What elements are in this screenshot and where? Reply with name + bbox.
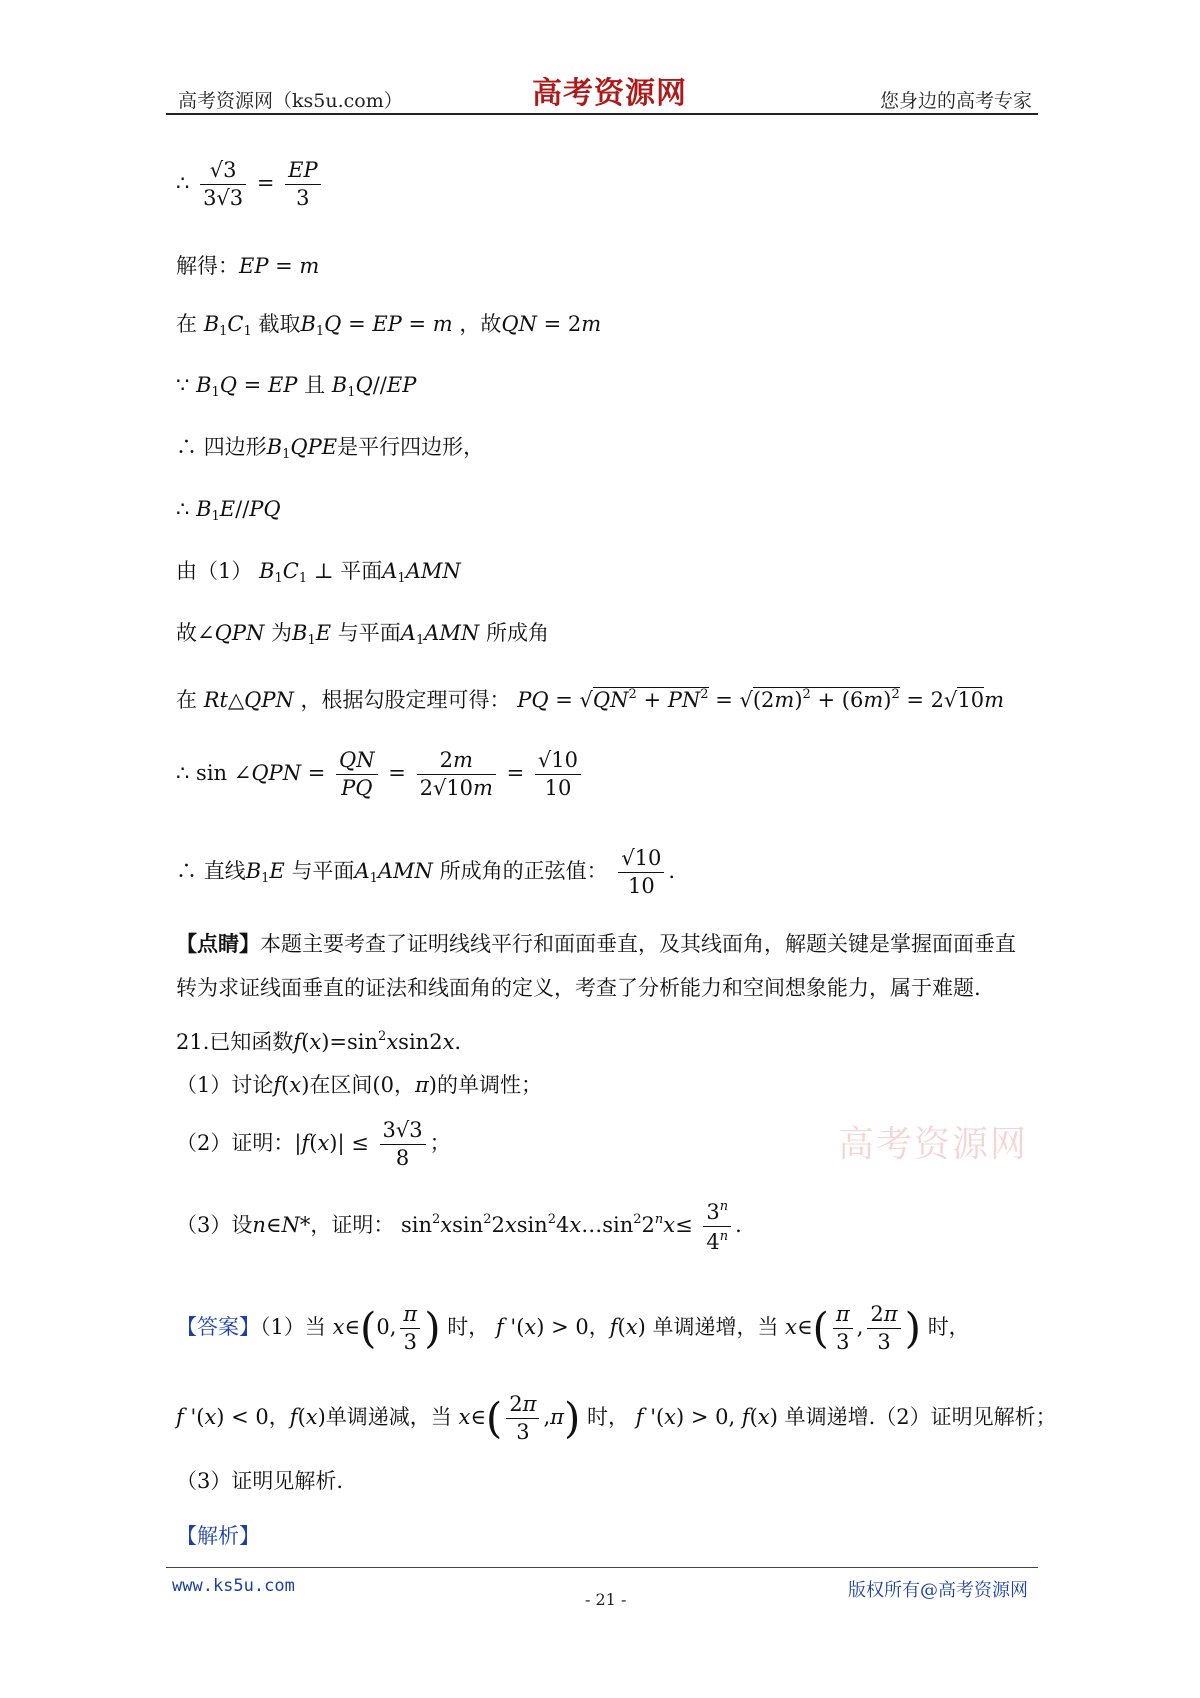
remark-paragraph: 【点睛】本题主要考查了证明线线平行和面面垂直，及其线面角，解题关键是掌握面面垂直转为求证线面垂直的证法和线面角的定义，考查了分析能力和空间想象能力，属于难题. <box>176 931 1016 1000</box>
question-21-part1: （1）讨论f(x)在区间(0，π)的单调性； <box>176 1073 542 1097</box>
footer-link[interactable]: www.ks5u.com <box>172 1576 295 1596</box>
page-number: - 21 - <box>585 1590 627 1609</box>
footer-copyright: 版权所有@高考资源网 <box>848 1580 1028 1601</box>
parallel-result-line: ∴ $B_1E//PQ$ <box>176 497 281 524</box>
answer-line-3: （3）证明见解析. <box>176 1469 344 1493</box>
perpendicular-line: 由（1） $B_1C_1$ ⊥ 平面$A_1AMN$ <box>176 559 461 586</box>
conclusion-line: ∴ 直线$B_1E$ 与平面$A_1AMN$ 所成角的正弦值： $\frac{√10}{10}$ . <box>176 846 676 898</box>
parallel-condition-line: ∵ $B_1Q$ = EP 且 $B_1Q//EP$ <box>176 373 417 400</box>
answer-line-1: 【答案】（1）当 x∈(0, $\frac{\pi}{3}$ ) 时， f '(x) > 0，f(x) 单调递增，当 x∈( $\frac{\pi}{3}$ , $\frac{2\pi}{3}$ ) 时， <box>176 1302 970 1354</box>
question-21-part3: （3）设n∈N*，证明： $\sin^2xsin^22xsin^24x\dots\sin^22^nx\le$ $\frac{3^n}{4^n}$ . <box>176 1199 742 1254</box>
question-21: 21.已知函数$f(x)=\sin^2xsin2x$. <box>176 1029 462 1054</box>
footer-divider <box>166 1567 1038 1568</box>
sine-equation: ∴ sin ∠QPN = $\frac{QN}{PQ}$ = $\frac{2m}{2√10m}$ = $\frac{√10}{10}$ <box>176 750 585 799</box>
header-divider <box>166 113 1038 115</box>
equation-ratio: ∴ $\frac{√3}{3√3}$ = $\frac{EP}{3}$ <box>176 160 325 209</box>
construction-line: 在 $B_1C_1$ 截取$B_1Q$ = EP = m ，故QN = 2m <box>176 312 602 339</box>
pythagoras-line: 在 Rt△QPN ，根据勾股定理可得： PQ = $√QN^2 + PN^2 = √(2m)^2 + (6m)^2 = 2√10m$ <box>176 687 1005 712</box>
angle-line: 故∠QPN 为$B_1E$ 与平面$A_1AMN$ 所成角 <box>176 621 549 648</box>
watermark: 高考资源网 <box>838 1124 1029 1165</box>
header-slogan: 您身边的高考专家 <box>880 90 1033 112</box>
question-21-part2: （2）证明：|f(x)| ≤ $\frac{3√3}{8}$ ； <box>176 1118 451 1170</box>
header-logo: 高考资源网 <box>532 76 687 111</box>
answer-line-2: f '(x) < 0，f(x)单调递减，当 x∈( $\frac{2\pi}{3}$ ,π) 时， f '(x) > 0, f(x) 单调递增.（2）证明见解析； <box>176 1392 1057 1444</box>
solved-line: 解得：EP = m <box>176 254 320 278</box>
header-site-name: 高考资源网（ks5u.com） <box>178 90 403 112</box>
analysis-label: 【解析】 <box>176 1524 260 1548</box>
parallelogram-line: ∴ 四边形$B_1QPE$是平行四边形， <box>176 435 485 462</box>
